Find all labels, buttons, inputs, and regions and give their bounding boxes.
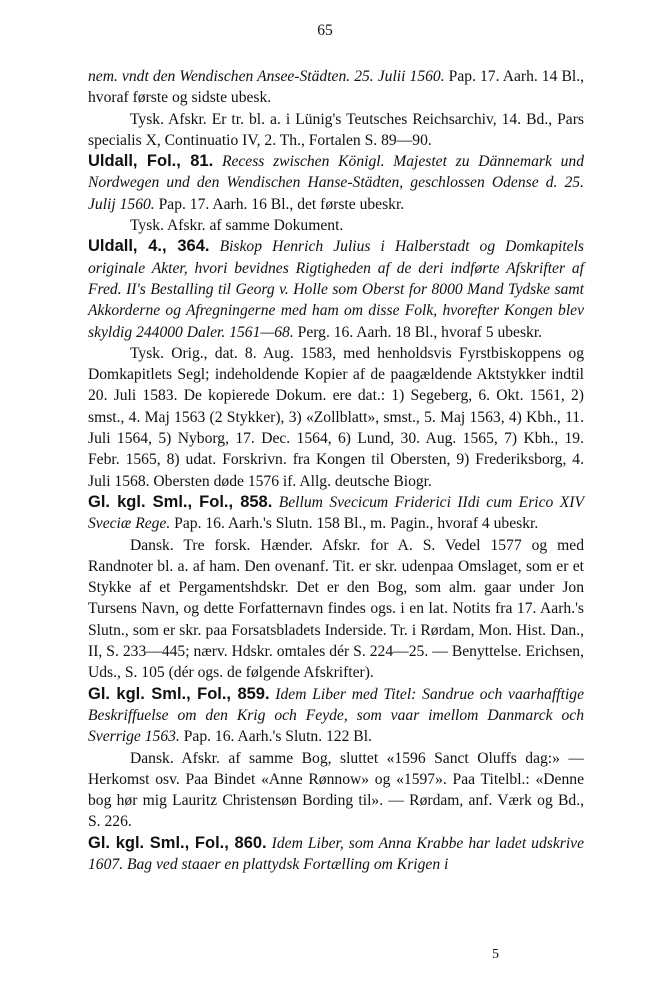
- entry-2-heading: Uldall, 4., 364.: [88, 237, 210, 256]
- entry-0: [88, 66, 584, 109]
- entry-0-desc: Pap. 17. Aarh. 14 Bl., hvoraf første og sidste ubesk.: [88, 68, 584, 107]
- entry-1-title: Recess zwischen Königl. Majestet zu Dännemark und Nordwegen und den Wendischen Hanse-Städten, geschlossen Odense d. 25. Julij 1560.: [88, 153, 584, 213]
- entry-4: [88, 684, 584, 748]
- entry-3-heading: Gl. kgl. Sml., Fol., 858.: [88, 492, 273, 511]
- entry-1: [88, 151, 584, 215]
- entry-4-desc: Pap. 16. Aarh.'s Slutn. 122 Bl.: [183, 728, 372, 746]
- entry-2: [88, 236, 584, 342]
- entry-3-desc: Pap. 16. Aarh.'s Slutn. 158 Bl., m. Pagin., hvoraf 4 ubeskr.: [174, 515, 539, 533]
- entry-5-heading: Gl. kgl. Sml., Fol., 860.: [88, 833, 267, 852]
- page-number: 65: [317, 22, 333, 39]
- text-column: [88, 66, 584, 875]
- entry-4-title: Idem Liber med Titel: Sandrue och vaarhafftige Beskriffuelse om den Krig och Feyde, som vaar imellom Danmarck och Sverrige 1563.: [88, 685, 584, 746]
- entry-2-title: Biskop Henrich Julius i Halberstadt og Domkapitels originale Akter, hvori bevidnes Rigtigheden af de deri indførte Afskrifter af Fred. II's Bestalling til Georg v. Holle som Oberst for 8000 Mand Tydske samt Akkorderne og Afregningerne med ham om disse Folk, hvorefter Kongen blev skyldig 244000 Daler. 1561—68.: [88, 238, 585, 341]
- entry-5-title: Idem Liber, som Anna Krabbe har ladet udskrive 1607. Bag ved staaer en plattydsk Fortælling om Krigen i: [88, 834, 585, 873]
- entry-0-paragraph: Tysk. Afskr. Er tr. bl. a. i Lünig's Teutsches Reichsarchiv, 14. Bd., Pars specialis X, Continuatio IV, 2. Th., Fortalen S. 89—90.: [88, 110, 584, 149]
- entry-3-title: Bellum Svecicum Friderici IIdi cum Erico XIV Sveciæ Rege.: [88, 493, 584, 533]
- entry-2-desc: Perg. 16. Aarh. 18 Bl., hvoraf 5 ubeskr.: [297, 323, 543, 341]
- entry-0-title: nem. vndt den Wendischen Ansee-Städten. 25. Julii 1560.: [88, 68, 445, 85]
- entry-4-heading: Gl. kgl. Sml., Fol., 859.: [88, 684, 270, 703]
- entry-2-paragraph: Tysk. Orig., dat. 8. Aug. 1583, med henholdsvis Fyrstbiskoppens og Domkapitlets Segl; indeholdende Kopier af de paagældende Aktstykker indtil 20. Juli 1583. De kopierede Dokum. ere dat.: 1) Segeberg, 6. Okt. 1561, 2) smst., 4. Maj 1563 (2 Stykker), 3) «Zollblatt», smst., 5. Maj 1563, 4) Kbh., 11. Juli 1564, 5) Nyborg, 17. Dec. 1564, 6) Lund, 30. Aug. 1565, 7) Kbh., 19. Febr. 1565, 8) udat. Forskrivn. fra Kongen til Obersten, 9) Frederiksborg, 4. Juli 1568. Obersten døde 1576 if. Allg. deutsche Biogr.: [88, 344, 584, 490]
- entry-1-paragraph: Tysk. Afskr. af samme Dokument.: [130, 217, 344, 235]
- entry-1-heading: Uldall, Fol., 81.: [88, 152, 214, 171]
- entry-3-paragraph: Dansk. Tre forsk. Hænder. Afskr. for A. S. Vedel 1577 og med Randnoter bl. a. af ham. Den ovenanf. Tit. er skr. udenpaa Omslaget, som er et Stykke af et Pergamentshdskr. Det er den Bog, som alm. gaar under Jon Tursens Navn, og dette Forfatternavn findes ogs. i en lat. Notits fra 17. Aarh.'s Slutn., som er skr. paa Forsatsbladets Inderside. Tr. i Rørdam, Mon. Hist. Dan., II, S. 233—445; nærv. Hdskr. omtales dér S. 224—25. — Benyttelse. Erichsen, Uds., S. 105 (dér ogs. de følgende Afskrifter).: [88, 536, 584, 682]
- entry-4-paragraph: Dansk. Afskr. af samme Bog, sluttet «1596 Sanct Oluffs dag:» — Herkomst osv. Paa Bindet «Anne Rønnow» og «1597». Paa Titelbl.: «Denne bog hør mig Lauritz Christensøn Bording til». — Rørdam, anf. Værk og Bd., S. 226.: [88, 749, 584, 831]
- entry-5: [88, 833, 584, 876]
- entry-3: [88, 492, 584, 535]
- entry-1-desc: Pap. 17. Aarh. 16 Bl., det første ubeskr.: [158, 195, 405, 213]
- signature-mark: 5: [492, 947, 499, 962]
